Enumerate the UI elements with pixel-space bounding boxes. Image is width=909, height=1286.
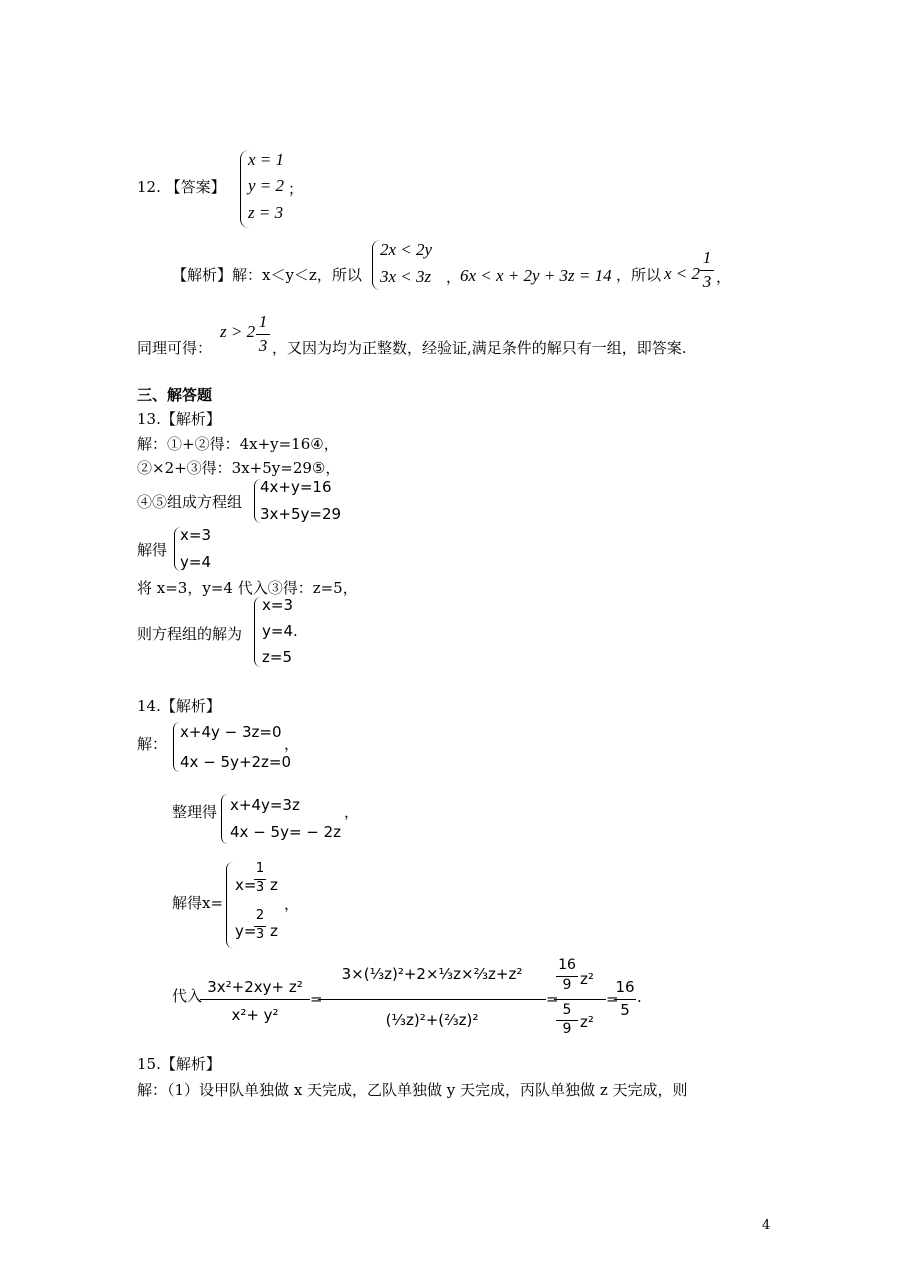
q12-sys-3: z = 3 [248, 203, 284, 222]
q12-so: ，所以 [616, 266, 662, 284]
q14-solx-z: z [270, 876, 278, 894]
q14-final-line [614, 999, 636, 1000]
q13-sysC-2: y=4. [262, 622, 298, 640]
q14-sysB-2: 4x − 5y= − 2z [230, 823, 342, 841]
q14-line1-prefix: 解： [137, 735, 168, 753]
q14-soly-num: 2 [255, 908, 265, 923]
q12-frac-line [700, 270, 714, 271]
q14-sysB-comma: ， [344, 803, 360, 821]
page-number: 4 [762, 1218, 771, 1233]
q12-frac2-line [256, 334, 270, 335]
q14-mid-line [318, 999, 546, 1000]
q12-comma: ， [446, 268, 462, 286]
q14-line2-prefix: 整理得 [172, 803, 218, 821]
q14-expr-num: 3x²+2xy+ z² [207, 978, 303, 996]
q14-line3-prefix: 解得x= [172, 894, 224, 912]
q14-final-num: 16 [615, 978, 635, 996]
q14-sol-y: y= [235, 922, 257, 940]
q14-sol-x: x= [235, 876, 257, 894]
q14-sysA-comma: ， [284, 735, 300, 753]
q13-line5: 将 x=3，y=4 代入③得：z=5， [137, 579, 358, 597]
q14-solx-den: 3 [255, 880, 265, 895]
q13-sysC-1: x=3 [262, 596, 293, 614]
q12-analysis-prefix: 【解析】解：x＜y＜z，所以 [172, 266, 362, 284]
q14-soly-den: 3 [255, 927, 265, 942]
q14-expr-den: x²+ y² [231, 1006, 279, 1024]
q13-sysB-1: x=3 [180, 526, 211, 544]
q14-sysA-brace [173, 722, 180, 772]
q15-line1: 解：（1）设甲队单独做 x 天完成，乙队单独做 y 天完成，丙队单独做 z 天完成，则 [137, 1081, 688, 1099]
q14-r-main-line [554, 999, 606, 1000]
q12-semicolon: ； [288, 180, 304, 198]
q12-tail-comma: ， [716, 268, 732, 286]
q13-line6-prefix: 则方程组的解为 [137, 625, 243, 643]
q13-sysC-brace [254, 597, 261, 667]
q14-soly-z: z [270, 922, 278, 940]
q14-mid-num: 3×(⅓z)²+2×⅓z×⅔z+z² [341, 965, 523, 983]
q12-ineq-2: 3x < 3z [380, 267, 432, 286]
q13-line2: ②×2+③得：3x+5y=29⑤， [137, 459, 341, 477]
q14-sub-prefix: 代入 [172, 987, 203, 1005]
q14-eq-2: = [546, 990, 559, 1008]
q14-r-den-b: 9 [562, 1021, 572, 1037]
q14-r-den-z2: z² [580, 1013, 594, 1031]
q13-sysC-3: z=5 [262, 648, 292, 666]
q12-sys-1: x = 1 [248, 150, 285, 169]
q12-frac2-num: 1 [258, 312, 268, 331]
q12-label: 12. 【答案】 [137, 178, 226, 196]
q12-line2-prefix: 同理可得： [137, 339, 213, 357]
q14-final-den: 5 [620, 1001, 630, 1019]
section-title: 三、解答题 [137, 386, 213, 404]
q12-ineq-brace [372, 240, 380, 290]
q13-sysB-2: y=4 [180, 553, 211, 571]
q14-r-den-a: 5 [562, 1002, 572, 1018]
q12-ineq-1: 2x < 2y [380, 240, 433, 259]
q14-sysC-brace [226, 862, 233, 948]
q14-final-dot: . [637, 988, 642, 1006]
q15-label: 15.【解析】 [137, 1055, 221, 1073]
q14-eq-1: = [310, 990, 323, 1008]
q14-sysA-2: 4x − 5y+2z=0 [180, 753, 292, 771]
q14-expr-line [200, 999, 310, 1000]
q13-sysA-2: 3x+5y=29 [260, 505, 342, 523]
q14-r-num-b: 9 [562, 977, 572, 993]
q12-x-lt: x < 2 [664, 264, 701, 283]
q14-solx-num: 1 [255, 861, 265, 876]
q14-sysA-1: x+4y − 3z=0 [180, 723, 282, 741]
q14-sysB-1: x+4y=3z [230, 796, 300, 814]
q14-label: 14.【解析】 [137, 697, 221, 715]
q12-sum-ineq: 6x < x + 2y + 3z = 14 [460, 266, 612, 285]
q13-line3-prefix: ④⑤组成方程组 [137, 493, 243, 511]
q12-frac2-den: 3 [258, 336, 268, 355]
q14-mid-den: (⅓z)²+(⅔z)² [385, 1011, 479, 1029]
q12-frac-num: 1 [702, 248, 712, 267]
q13-label: 13.【解析】 [137, 410, 221, 428]
q14-sysB-brace [221, 794, 228, 844]
q14-r-num-z2: z² [580, 970, 594, 988]
q14-sysC-comma: ， [284, 895, 300, 913]
q14-r-num-a: 16 [558, 957, 576, 973]
q12-sys-2: y = 2 [248, 176, 285, 195]
q12-z-gt: z > 2 [220, 322, 256, 341]
q13-line1: 解：①+②得：4x+y=16④， [137, 435, 339, 453]
q12-line2-suffix: ，又因为均为正整数，经验证,满足条件的解只有一组，即答案. [272, 339, 687, 357]
q14-eq-3: = [606, 990, 619, 1008]
q12-frac-den: 3 [702, 272, 712, 291]
q13-sysA-1: 4x+y=16 [260, 478, 332, 496]
q13-line4-prefix: 解得 [137, 541, 168, 559]
